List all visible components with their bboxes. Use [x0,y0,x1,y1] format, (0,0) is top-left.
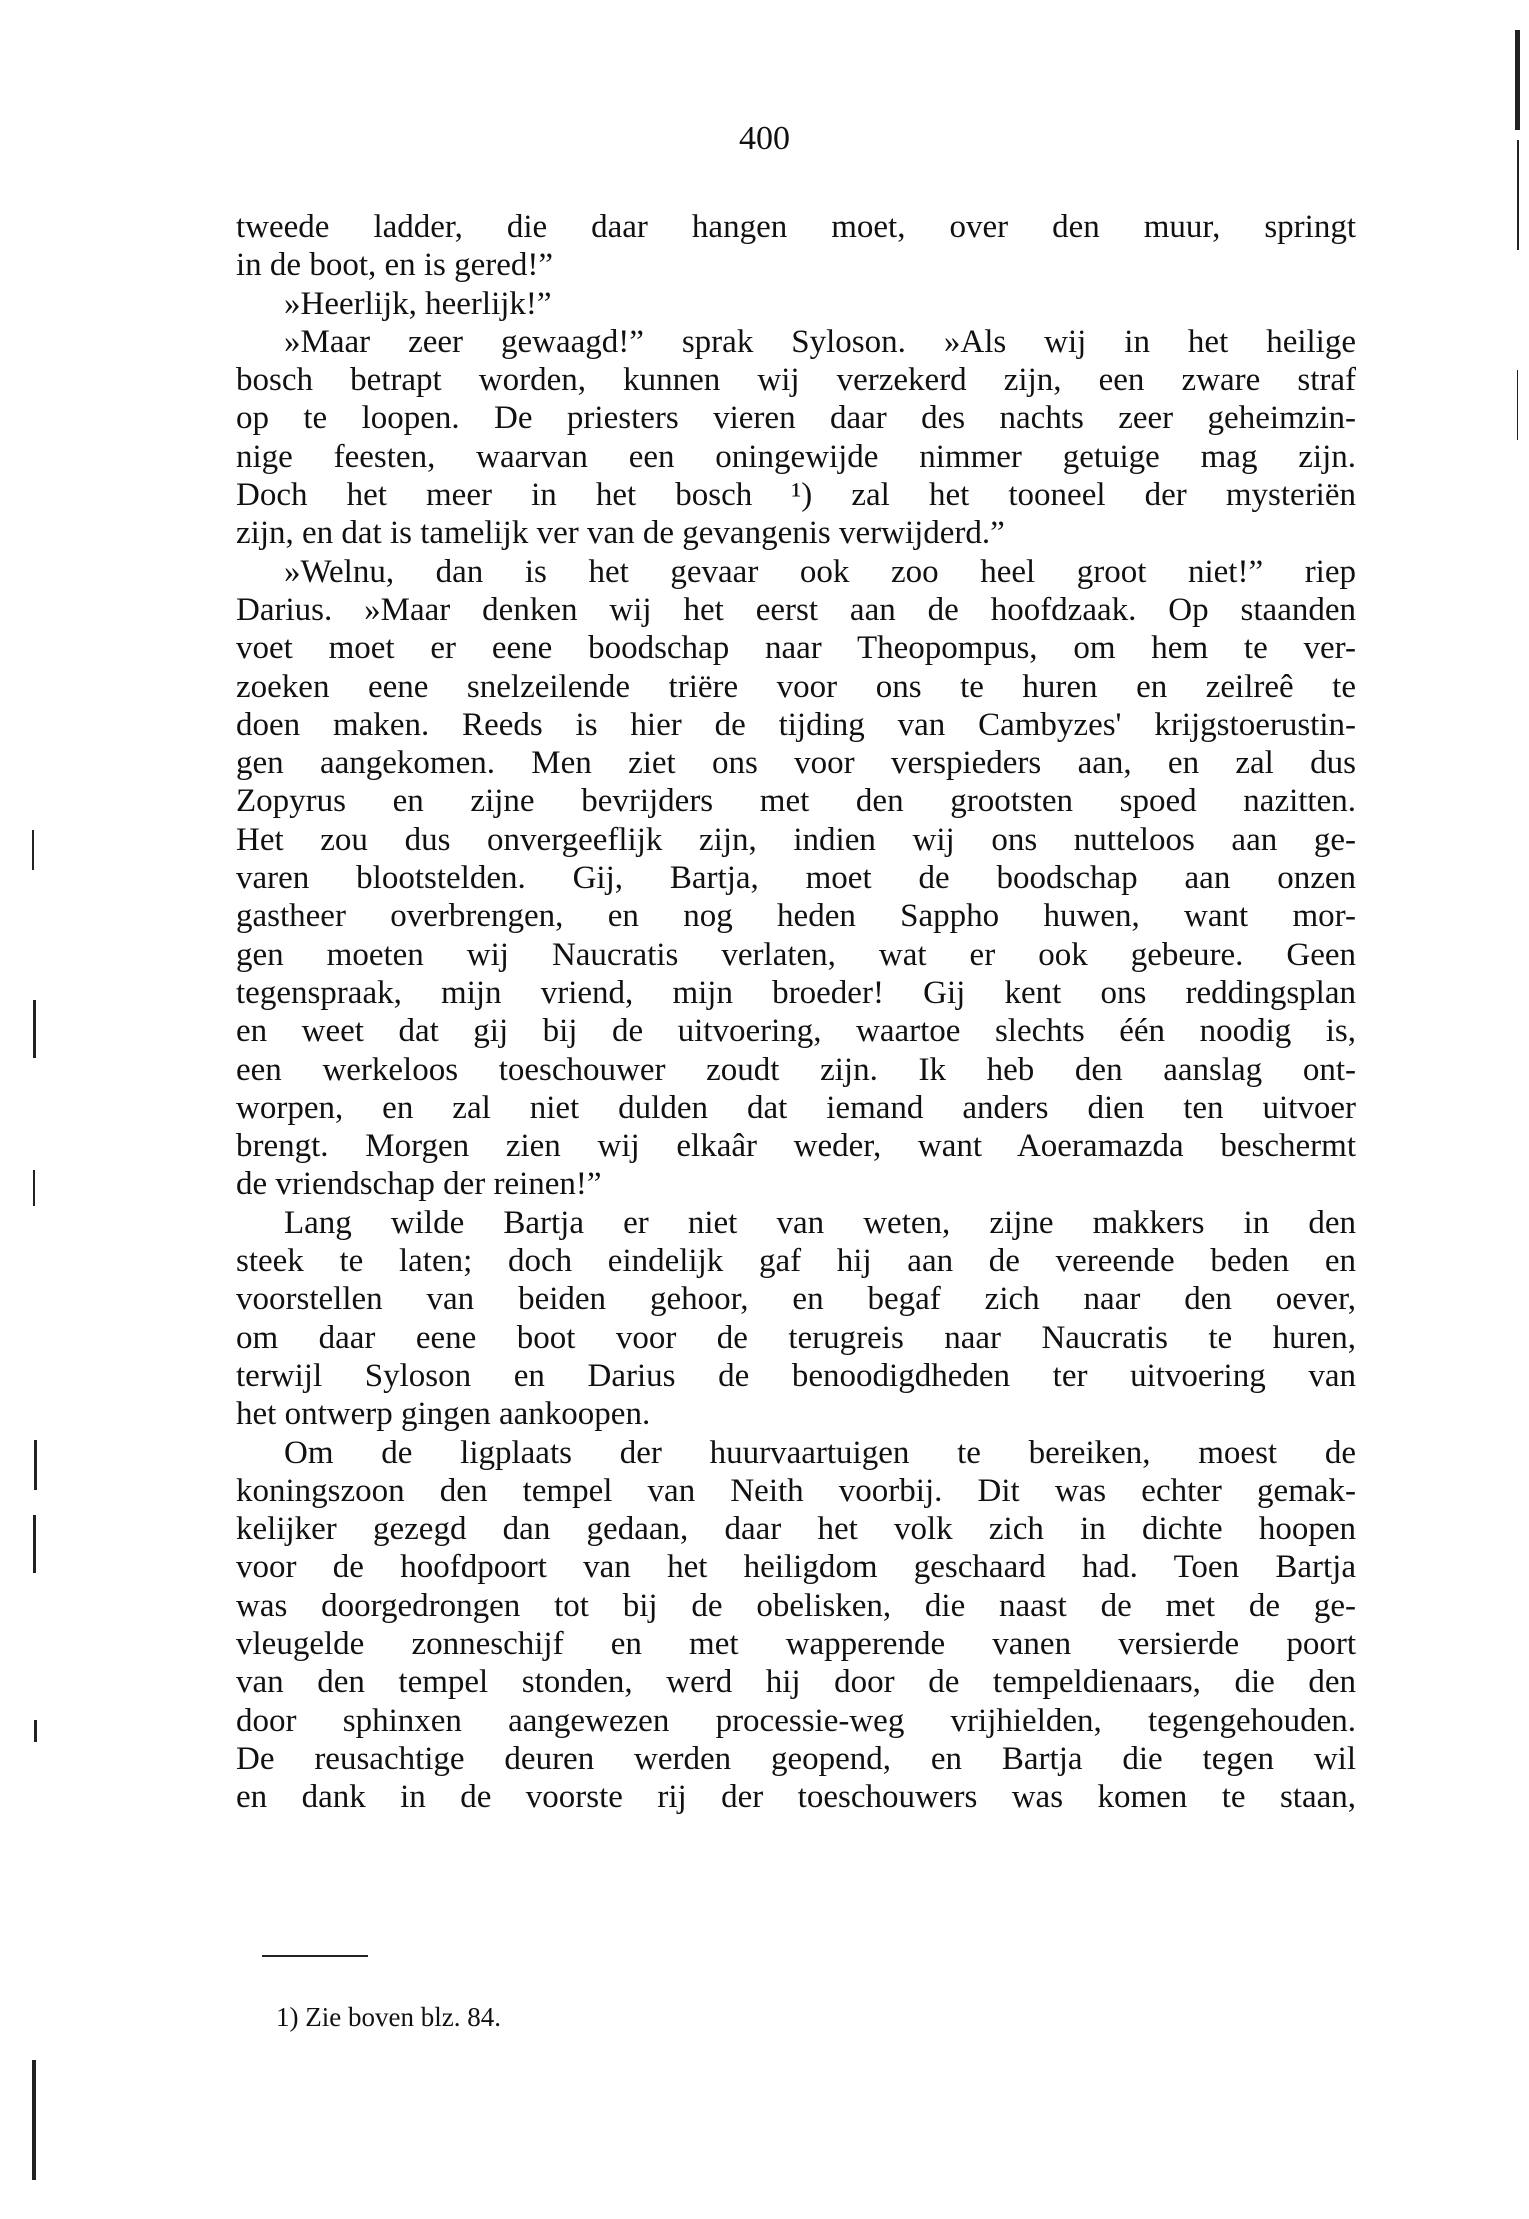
left-margin-scan-marks [22,0,62,2219]
text-line: tweede ladder, die daar hangen moet, over den muur, springt [236,209,1356,245]
page-number: 400 [739,120,790,157]
text-line: van den tempel stonden, werd hij door de tempeldienaars, die den [236,1664,1356,1701]
text-line: steek te laten; doch eindelijk gaf hij aan de vereende beden en [236,1243,1356,1280]
text-line: een werkeloos toeschouwer zoudt zijn. Ik heb den aanslag ont- [236,1051,1356,1088]
text-line: en weet dat gij bij de uitvoering, waartoe slechts één noodig is, [236,1013,1356,1050]
scan-mark [32,2060,36,2180]
right-margin-scan-marks [1493,0,1529,2219]
text-line: in de boot, en is gered!” [236,247,554,284]
text-line: door sphinxen aangewezen processie-weg vrijhielden, tegengehouden. [236,1702,1356,1739]
text-line: doen maken. Reeds is hier de tijding van Cambyzes' krijgstoerustin- [236,706,1356,743]
text-line: het ontwerp gingen aankoopen. [236,1396,651,1433]
text-line: de vriendschap der reinen!” [236,1166,602,1203]
footnote-rule [262,1955,368,1957]
scan-mark [1515,30,1520,130]
text-line: koningszoon den tempel van Neith voorbij. Dit was echter gemak- [236,1472,1356,1509]
text-line: varen blootstelden. Gij, Bartja, moet de boodschap aan onzen [236,860,1356,897]
scan-mark [34,1720,37,1742]
scan-mark [1517,140,1519,250]
text-line: gen moeten wij Naucratis verlaten, wat er ook gebeure. Geen [236,936,1356,973]
text-line: »Heerlijk, heerlijk!” [284,285,552,322]
scan-mark [33,1000,36,1058]
text-line: »Maar zeer gewaagd!” sprak Syloson. »Als wij in het heilige [284,323,1356,360]
text-line: voorstellen van beiden gehoor, en begaf zich naar den oever, [236,1281,1356,1318]
footnote: 1) Zie boven blz. 84. [276,2002,501,2032]
text-line: zoeken eene snelzeilende triëre voor ons te huren en zeilreê te [236,668,1356,705]
text-line: was doorgedrongen tot bij de obelisken, die naast de met de ge- [236,1587,1356,1624]
text-line: op te loopen. De priesters vieren daar des nachts zeer geheimzin- [236,400,1356,437]
text-line: brengt. Morgen zien wij elkaâr weder, want Aoeramazda beschermt [236,1128,1356,1165]
text-line: kelijker gezegd dan gedaan, daar het volk zich in dichte hoopen [236,1511,1356,1548]
text-line: Het zou dus onvergeeflijk zijn, indien wij ons nutteloos aan ge- [236,821,1356,858]
text-line: Lang wilde Bartja er niet van weten, zijne makkers in den [284,1204,1356,1241]
text-line: zijn, en dat is tamelijk ver van de gevangenis verwijderd.” [236,515,1005,552]
text-line: gen aangekomen. Men ziet ons voor verspieders aan, en zal dus [236,745,1356,782]
text-line: De reusachtige deuren werden geopend, en Bartja die tegen wil [236,1740,1356,1777]
text-line: om daar eene boot voor de terugreis naar Naucratis te huren, [236,1319,1356,1356]
body-text [236,208,1356,1816]
scan-mark [33,1170,35,1206]
text-line: Zopyrus en zijne bevrijders met den grootsten spoed nazitten. [236,783,1356,820]
text-line: en dank in de voorste rij der toeschouwers was komen te staan, [236,1779,1356,1816]
text-line: voor de hoofdpoort van het heiligdom geschaard had. Toen Bartja [236,1549,1356,1586]
text-line: Doch het meer in het bosch ¹) zal het tooneel der mysteriën [236,477,1356,514]
text-line: Om de ligplaats der huurvaartuigen te bereiken, moest de [284,1434,1356,1471]
scan-mark [32,830,34,870]
text-line: »Welnu, dan is het gevaar ook zoo heel groot niet!” riep [284,553,1356,590]
text-line: voet moet er eene boodschap naar Theopompus, om hem te ver- [236,630,1356,667]
scan-mark [1517,370,1518,440]
text-line: vleugelde zonneschijf en met wapperende vanen versierde poort [236,1625,1356,1662]
text-line: worpen, en zal niet dulden dat iemand anders dien ten uitvoer [236,1089,1356,1126]
text-line: terwijl Syloson en Darius de benoodigdheden ter uitvoering van [236,1357,1356,1394]
text-line: bosch betrapt worden, kunnen wij verzekerd zijn, een zware straf [236,362,1356,399]
scan-mark [33,1515,36,1573]
text-line: tegenspraak, mijn vriend, mijn broeder! Gij kent ons reddingsplan [236,974,1356,1011]
text-line: Darius. »Maar denken wij het eerst aan de hoofdzaak. Op staanden [236,591,1356,628]
text-line: nige feesten, waarvan een oningewijde nimmer getuige mag zijn. [236,438,1356,475]
text-line: gastheer overbrengen, en nog heden Sappho huwen, want mor- [236,898,1356,935]
scan-mark [34,1440,37,1490]
